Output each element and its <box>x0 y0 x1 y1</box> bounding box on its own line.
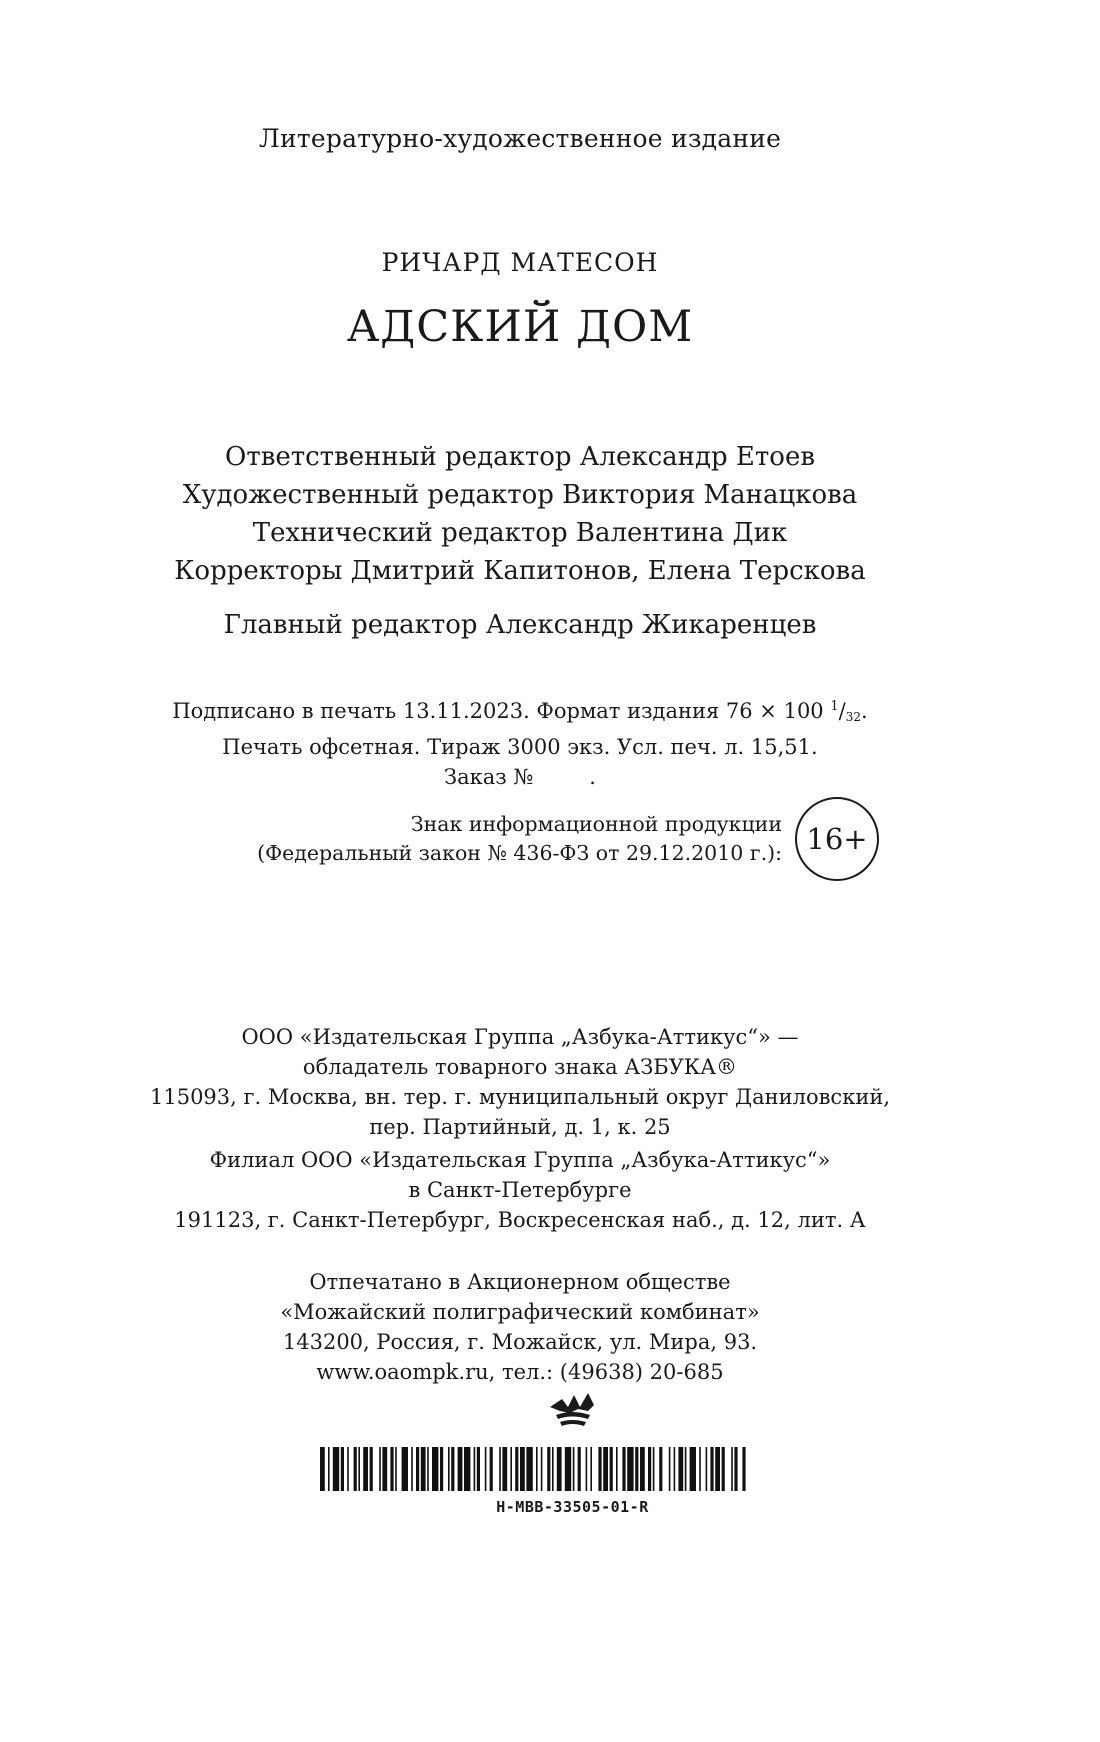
edition-type: Литературно-художественное издание <box>258 124 782 153</box>
print-info-line-2: Печать офсетная. Тираж 3000 экз. Усл. печ. л. 15,51. <box>222 735 818 759</box>
barcode-bar <box>354 1447 357 1491</box>
branch-info <box>0 1145 1040 1235</box>
barcode-bar <box>536 1447 538 1491</box>
barcode-bar <box>678 1447 683 1491</box>
barcode-bar <box>598 1447 601 1491</box>
barcode-bar <box>490 1447 493 1491</box>
barcode-bar <box>648 1447 651 1491</box>
barcode-bar <box>520 1447 525 1491</box>
barcode-bar <box>557 1447 562 1491</box>
publisher-line-1: ООО «Издательская Группа „Азбука-Аттикус“» — <box>241 1025 799 1049</box>
printer-website-phone: www.oaompk.ru, тел.: (49638) 20-685 <box>316 1360 724 1384</box>
barcode-bar <box>451 1447 454 1491</box>
publisher-line-3: 115093, г. Москва, вн. тер. г. муниципальный округ Даниловский, <box>149 1085 890 1109</box>
barcode-bar <box>411 1447 413 1491</box>
barcode-bar <box>421 1447 426 1491</box>
barcode-bar <box>706 1447 708 1491</box>
barcode-bar <box>427 1447 429 1491</box>
barcode-bar <box>573 1447 575 1491</box>
barcode-bar <box>448 1447 450 1491</box>
barcode-bar <box>734 1447 737 1491</box>
barcode-bar <box>485 1447 487 1491</box>
publisher-line-2: обладатель товарного знака АЗБУКА® <box>302 1055 738 1079</box>
barcode-bar <box>502 1447 507 1491</box>
printer-logo-icon <box>548 1385 596 1429</box>
barcode-bar <box>432 1447 438 1491</box>
age-rating-badge: 16+ <box>795 797 879 881</box>
branch-line-3: 191123, г. Санкт-Петербург, Воскресенская наб., д. 12, лит. А <box>174 1208 866 1232</box>
branch-line-1: Филиал ООО «Издательская Группа „Азбука-Аттикус“» <box>209 1148 831 1172</box>
barcode-bar <box>541 1447 543 1491</box>
barcode-bar <box>379 1447 381 1491</box>
print-info-line-1: Подписано в печать 13.11.2023. Формат издания 76 × 100 $^1/_{32}$. <box>172 699 868 724</box>
barcode-bar <box>669 1447 671 1491</box>
publisher-line-4: пер. Партийный, д. 1, к. 25 <box>369 1115 671 1139</box>
barcode-bar <box>710 1447 713 1491</box>
barcode-bar <box>653 1447 655 1491</box>
barcode-bar <box>370 1447 373 1491</box>
barcode-bar <box>547 1447 550 1491</box>
barcode-bar <box>610 1447 613 1491</box>
barcode-bar <box>328 1447 330 1491</box>
barcode-bar <box>690 1447 696 1491</box>
barcode-bar <box>363 1447 368 1491</box>
barcode-bar <box>341 1447 344 1491</box>
barcode-code: H-MBB-33505-01-R <box>496 1498 649 1516</box>
printer-info <box>0 1267 1040 1387</box>
barcode-bar <box>390 1447 393 1491</box>
barcode <box>320 1447 825 1491</box>
printer-line-2: «Можайский полиграфический комбинат» <box>280 1300 760 1324</box>
barcode-bar <box>464 1447 470 1491</box>
barcode-bar <box>320 1447 325 1491</box>
barcode-bar <box>685 1447 687 1491</box>
credit-art-editor: Художественный редактор Виктория Манацкова <box>182 480 858 510</box>
barcode-bar <box>616 1447 618 1491</box>
branch-line-2: в Санкт-Петербурге <box>408 1178 632 1202</box>
barcode-bar <box>722 1447 725 1491</box>
barcode-bar <box>477 1447 480 1491</box>
barcode-bar <box>578 1447 581 1491</box>
order-number: Заказ № . <box>444 765 596 789</box>
barcode-bar <box>515 1447 518 1491</box>
author-name: РИЧАРД МАТЕСОН <box>381 248 659 277</box>
barcode-bar <box>586 1447 588 1491</box>
barcode-bar <box>499 1447 501 1491</box>
credit-responsible-editor: Ответственный редактор Александр Етоев <box>225 442 815 472</box>
editorial-credits <box>0 438 1040 590</box>
barcode-bar <box>347 1447 349 1491</box>
printer-line-3: 143200, Россия, г. Можайск, ул. Мира, 93. <box>282 1330 758 1354</box>
barcode-bar <box>731 1447 733 1491</box>
book-title: АДСКИЙ ДОМ <box>346 302 694 352</box>
print-info <box>0 692 1040 792</box>
barcode-bar <box>590 1447 592 1491</box>
format-fraction-denominator: 32 <box>845 710 861 724</box>
publisher-info <box>0 1022 1040 1142</box>
barcode-bar <box>565 1447 571 1491</box>
barcode-bar <box>715 1447 720 1491</box>
barcode-bar <box>674 1447 676 1491</box>
barcode-bar <box>416 1447 419 1491</box>
barcode-bar <box>395 1447 397 1491</box>
info-sign-line-1: Знак информационной продукции <box>410 812 782 836</box>
chief-editor: Главный редактор Александр Жикаренцев <box>223 610 817 640</box>
barcode-bar <box>458 1447 463 1491</box>
info-sign-line-2: (Федеральный закон № 436-ФЗ от 29.12.2010 г.): <box>257 841 782 865</box>
barcode-bar <box>526 1447 532 1491</box>
barcode-bar <box>635 1447 638 1491</box>
barcode-bar <box>474 1447 476 1491</box>
barcode-bar <box>552 1447 554 1491</box>
printer-line-1: Отпечатано в Акционерном обществе <box>309 1270 731 1294</box>
credit-technical-editor: Технический редактор Валентина Дик <box>252 518 788 548</box>
barcode-bar <box>742 1447 745 1491</box>
barcode-bar <box>603 1447 608 1491</box>
barcode-bar <box>333 1447 339 1491</box>
barcode-bar <box>440 1447 443 1491</box>
info-sign-text <box>250 810 782 868</box>
barcode-bar <box>659 1447 662 1491</box>
barcode-bar <box>627 1447 633 1491</box>
barcode-bar <box>640 1447 645 1491</box>
barcode-bar <box>622 1447 625 1491</box>
barcode-bar <box>699 1447 701 1491</box>
barcode-bar <box>402 1447 408 1491</box>
credit-proofreaders: Корректоры Дмитрий Капитонов, Елена Терскова <box>174 556 866 586</box>
barcode-bar <box>358 1447 360 1491</box>
format-fraction-numerator: 1 <box>830 699 839 714</box>
barcode-bar <box>510 1447 512 1491</box>
barcode-bar <box>382 1447 387 1491</box>
